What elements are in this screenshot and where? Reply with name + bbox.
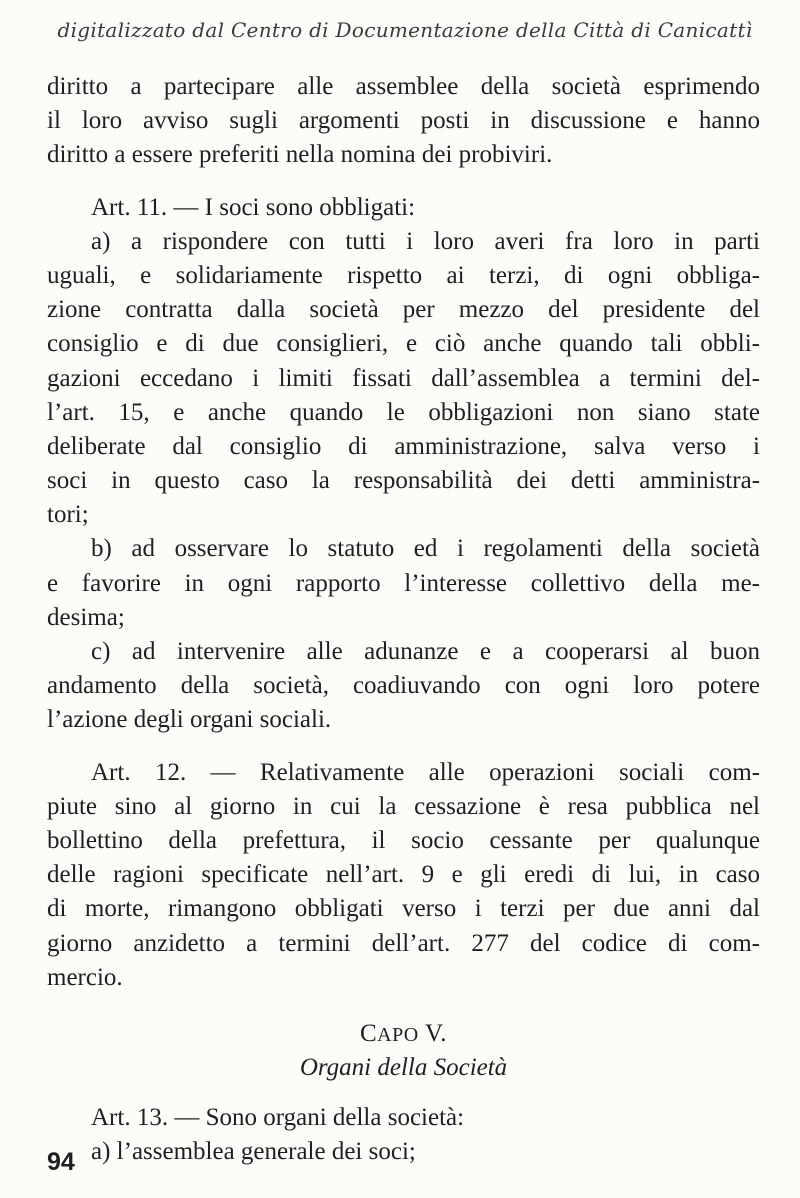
- text-line: l’art. 15, e anche quando le obbligazioni non siano state: [47, 398, 760, 426]
- text-line: b) ad osservare lo statuto ed i regolamenti della società: [91, 535, 760, 563]
- text-line: diritto a essere preferiti nella nomina dei probiviri.: [47, 141, 553, 169]
- article-12: [47, 756, 760, 995]
- text-line: andamento della società, coadiuvando con ogni loro potere: [47, 672, 760, 700]
- chapter-title-initial: C: [359, 1019, 378, 1047]
- text-line: piute sino al giorno in cui la cessazione è resa pubblica nel: [47, 792, 760, 820]
- text-line: soci in questo caso la responsabilità dei detti amministra-: [47, 467, 760, 495]
- article-13-item-a: a) l’assemblea generale dei soci;: [91, 1138, 416, 1166]
- chapter-heading: [47, 1017, 760, 1085]
- page-number: 94: [47, 1148, 75, 1176]
- text-line: e favorire in ogni rapporto l’interesse collettivo della me-: [47, 569, 760, 597]
- page-body: [47, 70, 760, 1170]
- article-11-heading: Art. 11. — I soci sono obbligati:: [91, 193, 416, 221]
- digitization-watermark: digitalizzato dal Centro di Documentazione della Città di Canicattì: [57, 18, 753, 42]
- text-line: il loro avviso sugli argomenti posti in discussione e hanno: [47, 107, 760, 135]
- text-line: zione contratta dalla società per mezzo del presidente del: [47, 296, 760, 324]
- article-11-item-b: [47, 532, 760, 635]
- paragraph-continuation: [47, 70, 760, 173]
- text-line: bollettino della prefettura, il socio cessante per qualunque: [47, 826, 760, 854]
- text-line: Art. 12. — Relativamente alle operazioni sociali com-: [91, 758, 760, 786]
- text-line: gazioni eccedano i limiti fissati dall’assemblea a termini del-: [47, 364, 760, 392]
- text-line: giorno anzidetto a termini dell’art. 277 del codice di com-: [47, 929, 760, 957]
- text-line: a) a rispondere con tutti i loro averi fra loro in parti: [91, 227, 760, 255]
- article-11-item-c: [47, 635, 760, 738]
- text-line: uguali, e solidariamente rispetto ai terzi, di ogni obbliga-: [47, 261, 760, 289]
- text-line: l’azione degli organi sociali.: [47, 706, 332, 734]
- text-line: delle ragioni specificate nell’art. 9 e gli eredi di lui, in caso: [47, 861, 760, 889]
- chapter-subtitle: Organi della Società: [299, 1054, 508, 1082]
- text-line: diritto a partecipare alle assemblee della società esprimendo: [47, 73, 760, 100]
- text-line: c) ad intervenire alle adunanze e a cooperarsi al buon: [91, 638, 760, 665]
- text-line: deliberate dal consiglio di amministrazione, salva verso i: [47, 432, 760, 460]
- text-line: tori;: [47, 501, 89, 529]
- article-11-item-a: [47, 225, 760, 533]
- text-line: di morte, rimangono obbligati verso i terzi per due anni dal: [47, 895, 760, 923]
- chapter-title-smallcaps: APO: [377, 1023, 419, 1046]
- text-line: desima;: [47, 603, 125, 631]
- article-11: [47, 191, 760, 738]
- text-line: mercio.: [47, 963, 123, 991]
- article-13-heading: Art. 13. — Sono organi della società:: [91, 1104, 465, 1132]
- article-13: [47, 1101, 760, 1169]
- text-line: consiglio e di due consiglieri, e ciò anche quando tali obbli-: [47, 330, 760, 358]
- chapter-title-number: V.: [418, 1019, 448, 1047]
- chapter-title: [47, 1017, 760, 1051]
